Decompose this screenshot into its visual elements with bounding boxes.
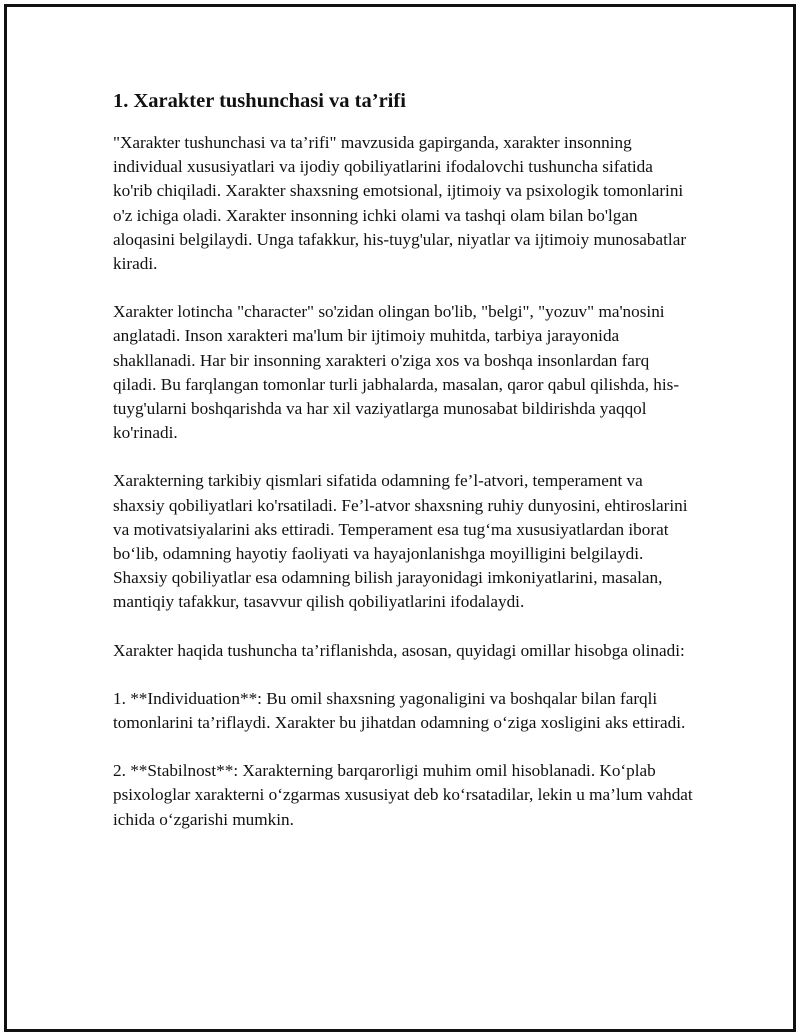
list-item-stabilnost: 2. **Stabilnost**: Xarakterning barqarorligi muhim omil hisoblanadi. Ko‘plab psixologlar xarakterni o‘zgarmas xususiyat deb ko‘rsatadilar, lekin u ma’lum vahdat ichida o‘zgarishi mumkin.	[113, 761, 693, 829]
paragraph-factors-intro: Xarakter haqida tushuncha ta’riflanishda, asosan, quyidagi omillar hisobga olinadi:	[113, 640, 685, 660]
section-heading: 1. Xarakter tushunchasi va ta’rifi	[113, 90, 406, 112]
paragraph-etymology: Xarakter lotincha "character" so'zidan olingan bo'lib, "belgi", "yozuv" ma'nosini anglatadi. Inson xarakteri ma'lum bir ijtimoiy muhitda, tarbiya jarayonida shakllanadi. Har bir insonning xarakteri o'ziga xos va boshqa insonlardan farq qiladi. Bu farqlangan tomonlar turli jabhalarda, masalan, qaror qabul qilishda, his-tuyg'ularni boshqarishda va har xil vaziyatlarga munosabat bildirishda yaqqol ko'rinadi.	[113, 302, 680, 443]
paragraph-components: Xarakterning tarkibiy qismlari sifatida odamning fe’l-atvori, temperament va shaxsiy qobiliyatlari ko'rsatiladi. Fe’l-atvor shaxsning ruhiy dunyosini, ehtiroslarini va motivatsiyalarini aks ettiradi. Temperament esa tug‘ma xususiyatlardan iborat bo‘lib, odamning hayotiy faoliyati va hayajonlanishga moyilligini belgilaydi. Shaxsiy qobiliyatlar esa odamning bilish jarayonidagi imkoniyatlarini, masalan, mantiqiy tafakkur, tasavvur qilish qobiliyatlarini ifodalaydi.	[113, 471, 688, 612]
document-body	[113, 88, 693, 856]
list-item-individuation: 1. **Individuation**: Bu omil shaxsning yagonaligini va boshqalar bilan farqli tomonlarini ta’riflaydi. Xarakter bu jihatdan odamning o‘ziga xosligini aks ettiradi.	[113, 688, 686, 733]
paragraph-definition: "Xarakter tushunchasi va ta’rifi" mavzusida gapirganda, xarakter insonning individual xususiyatlari va ijodiy qobiliyatlarini ifodalovchi tushuncha sifatida ko'rib chiqiladi. Xarakter shaxsning emotsional, ijtimoiy va psixologik tomonlarini o'z ichiga oladi. Xarakter insonning ichki olami va tashqi olam bilan bo'lgan aloqasini belgilaydi. Unga tafakkur, his-tuyg'ular, niyatlar va ijtimoiy munosabatlar kiradi.	[113, 133, 687, 274]
